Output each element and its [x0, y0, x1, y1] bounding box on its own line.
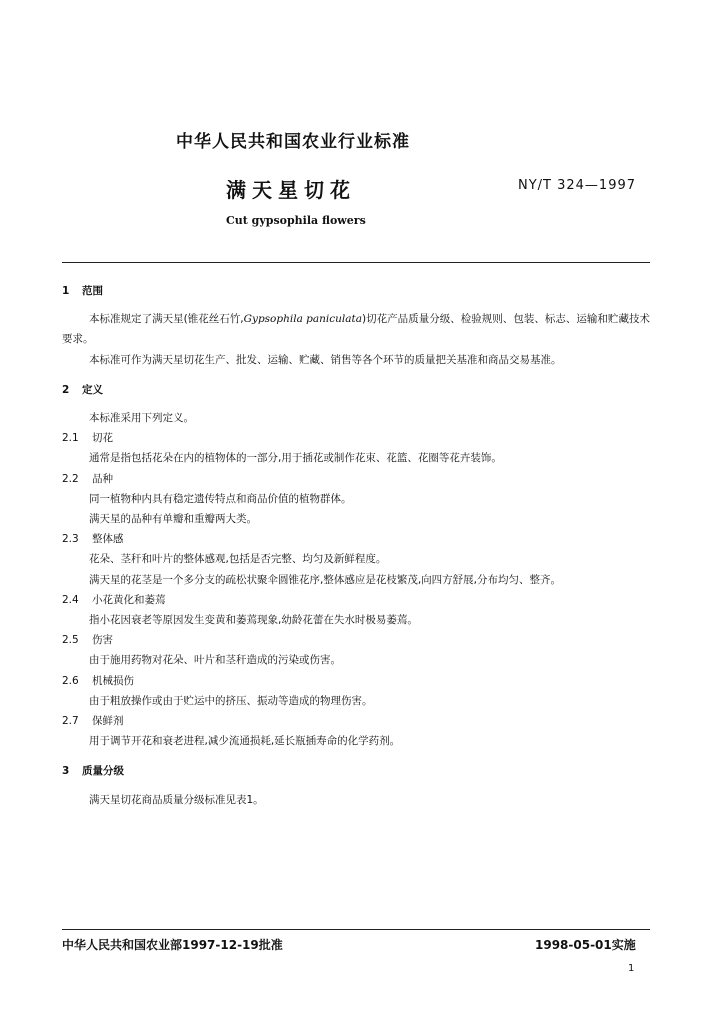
section-3-paragraph-1: 满天星切花商品质量分级标准见表1。 — [89, 793, 264, 806]
definition-2-4-heading — [62, 590, 650, 610]
definition-text: 满天星的品种有单瓣和重瓣两大类。 — [89, 513, 257, 526]
approval-date: 中华人民共和国农业部1997-12-19批准 — [62, 938, 283, 952]
definition-text: 通常是指包括花朵在内的植物体的一部分,用于插花或制作花束、花篮、花圈等花卉装饰。 — [89, 452, 502, 465]
section-title: 范围 — [82, 285, 103, 297]
text-run: 本标准规定了满天星(锥花丝石竹, — [89, 313, 244, 326]
latin-name: Gypsophila paniculata — [243, 313, 363, 326]
clause-title: 整体感 — [92, 533, 124, 546]
clause-title: 保鲜剂 — [92, 715, 124, 728]
footer-rule — [62, 929, 650, 930]
definition-text: 花朵、茎秆和叶片的整体感观,包括是否完整、均匀及新鲜程度。 — [89, 553, 387, 566]
section-1-paragraph-2: 本标准可作为满天星切花生产、批发、运输、贮藏、销售等各个环节的质量把关基准和商品交易基准。 — [89, 353, 562, 366]
standard-category: 中华人民共和国农业行业标准 — [176, 132, 410, 152]
text-run: )切花产品质量分级、检验规则、包装、标志、运输和贮藏技术要求。 — [62, 313, 650, 346]
section-2-intro: 本标准采用下列定义。 — [89, 412, 194, 425]
document-body — [62, 279, 650, 810]
definition-2-3-heading — [62, 529, 650, 549]
page-number: 1 — [628, 963, 635, 974]
clause-title: 机械损伤 — [92, 674, 134, 687]
section-title: 质量分级 — [82, 765, 124, 778]
section-title: 定义 — [82, 383, 103, 396]
definition-2-6-heading — [62, 671, 650, 691]
clause-number: 2.5 — [62, 634, 79, 647]
section-1-paragraph-1 — [62, 309, 650, 349]
definition-text: 指小花因衰老等原因发生变黄和萎蔫现象,幼龄花蕾在失水时极易萎蔫。 — [89, 614, 418, 627]
definition-text: 用于调节开花和衰老进程,减少流通损耗,延长瓶插寿命的化学药剂。 — [89, 735, 401, 748]
definition-2-1-heading — [62, 428, 650, 448]
section-number: 2 — [62, 383, 70, 396]
document-subtitle: Cut gypsophila flowers — [226, 214, 366, 227]
definition-2-5-heading — [62, 630, 650, 650]
document-title: 满天星切花 — [226, 178, 356, 202]
header-rule — [62, 262, 650, 263]
clause-number: 2.3 — [62, 533, 79, 546]
clause-title: 小花黄化和萎蔫 — [92, 593, 166, 606]
definition-paragraph: 满天星的花茎是一个多分支的疏松状聚伞圆锥花序,整体感应是花枝繁茂,向四方舒展,分布均匀、整齐。 — [89, 573, 562, 586]
definition-text: 由于施用药物对花朵、叶片和茎秆造成的污染或伤害。 — [89, 654, 341, 667]
standard-number: NY/T 324—1997 — [518, 178, 637, 193]
definition-text: 同一植物种内具有稳定遗传特点和商品价值的植物群体。 — [89, 492, 352, 505]
clause-title: 品种 — [92, 472, 113, 485]
definition-2-7-heading — [62, 711, 650, 731]
section-3-heading — [62, 761, 650, 781]
section-1-heading — [62, 281, 650, 301]
clause-number: 2.7 — [62, 715, 79, 728]
definition-text: 由于粗放操作或由于贮运中的挤压、振动等造成的物理伤害。 — [89, 694, 373, 707]
section-number: 1 — [62, 285, 70, 297]
clause-title: 伤害 — [92, 634, 113, 647]
clause-title: 切花 — [92, 432, 113, 445]
effective-date: 1998-05-01实施 — [535, 938, 636, 952]
definition-2-2-heading — [62, 469, 650, 489]
clause-number: 2.1 — [62, 432, 79, 445]
clause-number: 2.2 — [62, 472, 79, 485]
clause-number: 2.4 — [62, 593, 79, 606]
section-2-heading — [62, 380, 650, 400]
clause-number: 2.6 — [62, 674, 79, 687]
section-number: 3 — [62, 765, 70, 778]
